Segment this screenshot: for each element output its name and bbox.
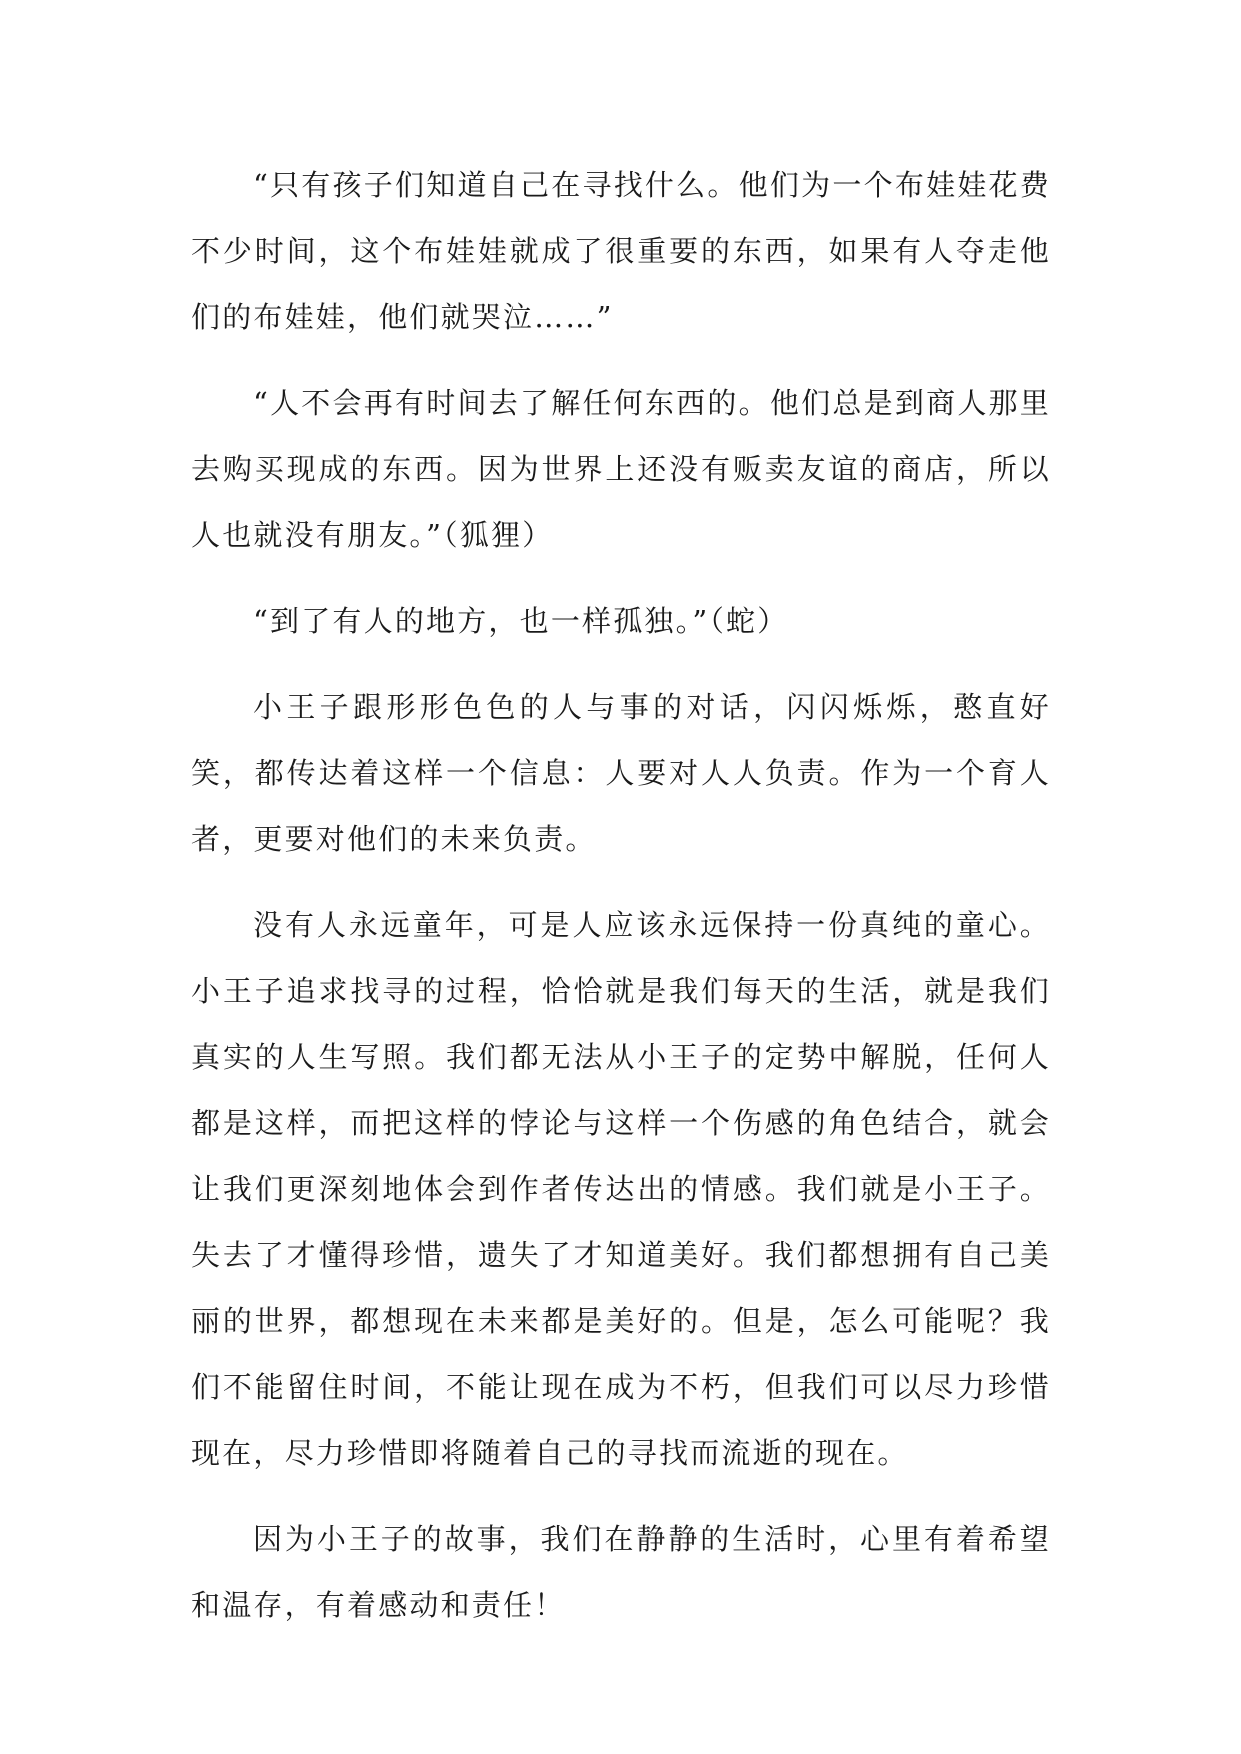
paragraph-fox-quote: “人不会再有时间去了解任何东西的。他们总是到商人那里去购买现成的东西。因为世界上还没有贩卖友谊的商店，所以人也就没有朋友。”（狐狸） bbox=[191, 386, 1051, 552]
paragraph-children-quote: “只有孩子们知道自己在寻找什么。他们为一个布娃娃花费不少时间，这个布娃娃就成了很重要的东西，如果有人夺走他们的布娃娃，他们就哭泣……” bbox=[191, 168, 1051, 334]
paragraph-snake-quote: “到了有人的地方，也一样孤独。”（蛇） bbox=[253, 604, 789, 638]
paragraph-responsibility: 小王子跟形形色色的人与事的对话，闪闪烁烁，憨直好笑，都传达着这样一个信息：人要对人人负责。作为一个育人者，更要对他们的未来负责。 bbox=[191, 690, 1051, 856]
document-body bbox=[191, 152, 1051, 1638]
paragraph-conclusion: 因为小王子的故事，我们在静静的生活时，心里有着希望和温存，有着感动和责任！ bbox=[191, 1522, 1051, 1622]
paragraph-childhood-reflection: 没有人永远童年，可是人应该永远保持一份真纯的童心。小王子追求找寻的过程，恰恰就是我们每天的生活，就是我们真实的人生写照。我们都无法从小王子的定势中解脱，任何人都是这样，而把这样的悖论与这样一个伤感的角色结合，就会让我们更深刻地体会到作者传达出的情感。我们就是小王子。失去了才懂得珍惜，遗失了才知道美好。我们都想拥有自己美丽的世界，都想现在未来都是美好的。但是，怎么可能呢？我们不能留住时间，不能让现在成为不朽，但我们可以尽力珍惜现在，尽力珍惜即将随着自己的寻找而流逝的现在。 bbox=[191, 908, 1051, 1470]
